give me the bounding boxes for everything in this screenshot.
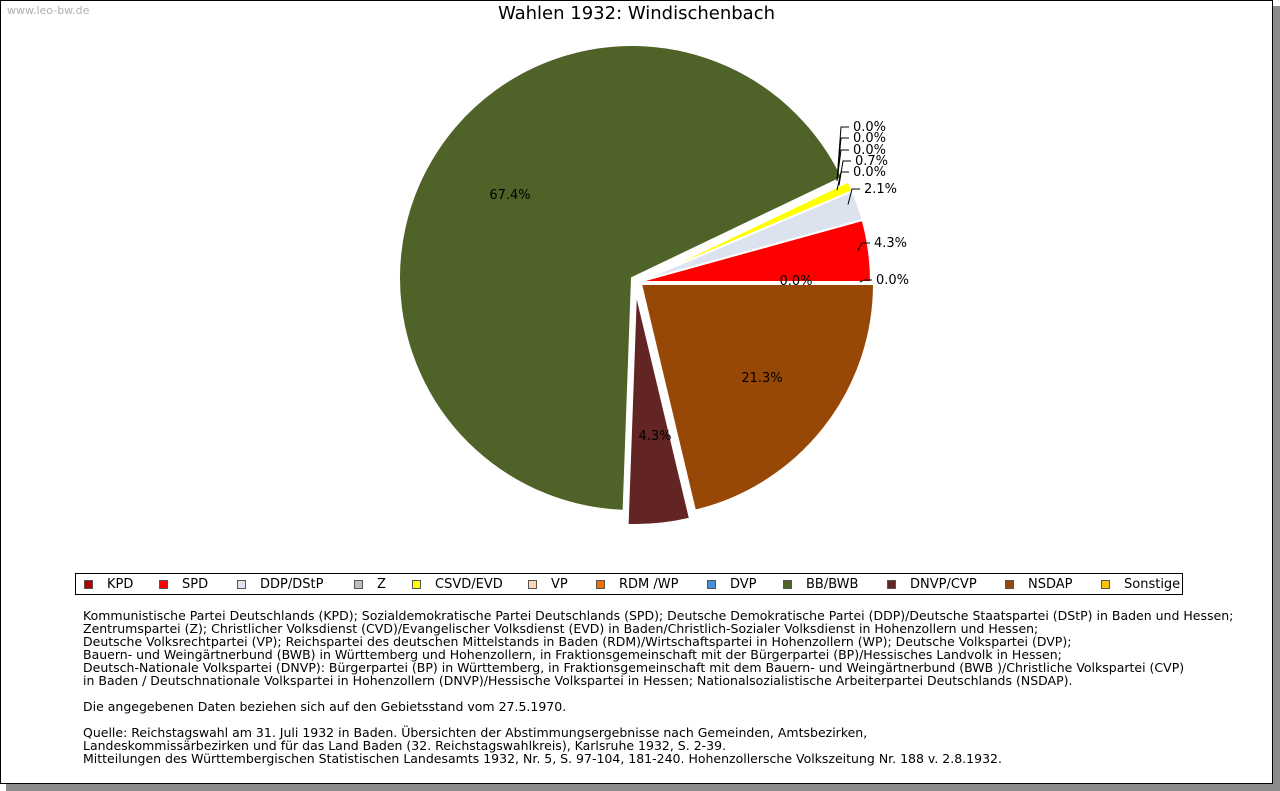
party-notes: Kommunistische Partei Deutschlands (KPD); Sozialdemokratische Partei Deutschlands (SPD); Deutsche Demokratische Partei (DDP)/Deutsche Staatspartei (DStP) in Baden und Hessen; Zentrumspartei (Z); Christlicher Volksdienst (CVD)/Evangelischer Volksdienst (EVD) in Baden/Christlich-Sozialer Volksdienst in Hohenzollern und Hessen; Deutsche Volksrechtpartei (VP); Reichspartei des deutschen Mittelstands in Baden (RDM)/Wirtschaftspartei in Hohenzollern (WP); Deutsche Volkspartei (DVP); Bauern- und Weingärtnerbund (BWB) in Württemberg und Hohenzollern, in Fraktionsgemeinschaft mit der Bürgerpartei (BP)/Hessisches Landvolk in Hessen; Deutsch-Nationale Volkspartei (DNVP): Bürgerpartei (BP) in Württemberg, in Fraktionsgemeinschaft mit dem Bauern- und Weingärtnerbund (BWB )/Christliche Volkspartei (CVP) in Baden / Deutschnationale Volkspartei in Hohenzollern (DNVP)/Hessische Volkspartei in Hessen; Nationalsozialistische Arbeiterpartei Deutschlands (NSDAP). <box>83 608 1234 688</box>
legend-swatch <box>159 580 168 589</box>
legend-label: SPD <box>182 577 209 592</box>
slice-label: 0.0% <box>779 274 813 289</box>
legend-label: BB/BWB <box>806 577 859 592</box>
slice-label: 0.0% <box>853 143 887 158</box>
slice-label: 4.3% <box>874 236 908 251</box>
slice-label: 2.1% <box>864 182 898 197</box>
legend-label: NSDAP <box>1028 577 1073 592</box>
slice-label: 0.7% <box>855 154 889 169</box>
legend-swatch <box>412 580 421 589</box>
source-note: Quelle: Reichstagswahl am 31. Juli 1932 in Baden. Übersichten der Abstimmungsergebnisse nach Gemeinden, Amtsbezirken, Landeskommissärbezirken und für das Land Baden (32. Reichstagswahlkreis), Karlsruhe 1932, S. 2-39. Mitteilungen des Württembergischen Statistischen Landesamts 1932, Nr. 5, S. 97-104, 181-240. Hohenzollersche Volkszeitung Nr. 188 v. 2.8.1932. <box>83 725 1002 766</box>
slice-label: 0.0% <box>853 131 887 146</box>
legend-swatch <box>887 580 896 589</box>
chart-legend <box>75 573 1183 595</box>
legend-label: DDP/DStP <box>260 577 324 592</box>
legend-swatch <box>237 580 246 589</box>
notes-section <box>83 609 1263 765</box>
slice-label: 67.4% <box>489 188 531 203</box>
legend-label: Sonstige <box>1124 577 1181 592</box>
frame-shadow-bottom <box>6 784 1280 791</box>
slice-label: 0.0% <box>876 273 910 288</box>
legend-label: DNVP/CVP <box>910 577 977 592</box>
chart-title: Wahlen 1932: Windischenbach <box>497 3 776 24</box>
slice-label: 4.3% <box>638 429 672 444</box>
legend-swatch <box>1101 580 1110 589</box>
legend-swatch <box>707 580 716 589</box>
legend-swatch <box>528 580 537 589</box>
slice-label: 0.0% <box>853 120 887 135</box>
legend-label: KPD <box>107 577 134 592</box>
watermark: www.leo-bw.de <box>7 4 90 17</box>
slice-label: 21.3% <box>741 371 783 386</box>
legend-label: DVP <box>730 577 757 592</box>
legend-swatch <box>783 580 792 589</box>
territory-note: Die angegebenen Daten beziehen sich auf den Gebietsstand vom 27.5.1970. <box>83 699 567 714</box>
legend-swatch <box>354 580 363 589</box>
legend-swatch <box>84 580 93 589</box>
slice-label: 0.0% <box>853 165 887 180</box>
legend-swatch <box>1005 580 1014 589</box>
legend-swatch <box>596 580 605 589</box>
legend-label: VP <box>551 577 568 592</box>
legend-label: RDM /WP <box>619 577 679 592</box>
legend-label: CSVD/EVD <box>435 577 503 592</box>
frame-shadow-right <box>1273 6 1280 791</box>
legend-label: Z <box>377 577 386 592</box>
